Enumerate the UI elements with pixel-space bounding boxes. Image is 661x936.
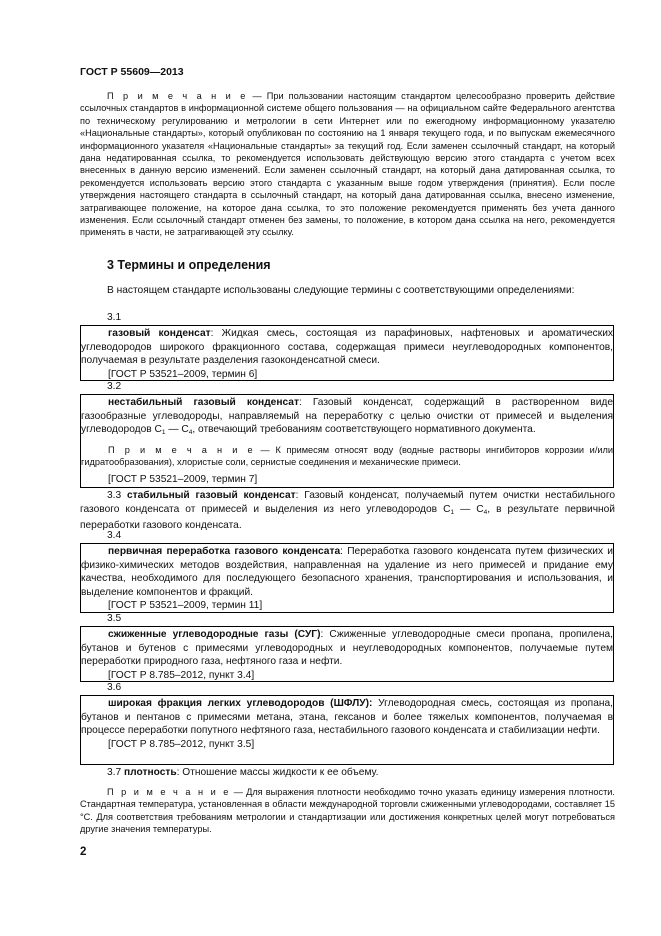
term-definition (81, 628, 613, 669)
document-header: ГОСТ Р 55609—2013 (80, 66, 184, 78)
term-source: [ГОСТ Р 53521–2009, термин 11] (108, 600, 263, 612)
term-box-3-2 (80, 394, 614, 488)
section-title: 3 Термины и определения (107, 258, 271, 272)
term-name: стабильный газовый конденсат (126, 490, 296, 501)
term-number-3-1: 3.1 (107, 312, 122, 323)
term-number-3-2: 3.2 (107, 381, 122, 392)
term-name: широкая фракция легких углеводородов (ШФЛУ): (108, 698, 373, 709)
term-def: : Переработка газового конденсата путем физических и физико-химических методов воздействия, направленная на удаление из него примесей и придание ему качества, необходимого для последующего безопасного хранения, транспортирования и использования, и выделение компонентов и фракций. (81, 546, 613, 598)
section-intro: В настоящем стандарте использованы следующие термины с соответствующими определениями: (107, 285, 575, 296)
term-def-b: , в результате первичной переработки газового конденсата. (80, 503, 615, 532)
term-box-3-4 (80, 543, 614, 613)
subscript: 1 (161, 429, 166, 437)
term-name: газовый конденсат (108, 328, 211, 339)
term-source: [ГОСТ Р 8.785–2012, пункт 3.5] (108, 738, 255, 750)
dash: — С (165, 424, 189, 436)
term-def-a: : Газовый конденсат, содержащий в растворенном виде газообразные углеводороды, направляемый на переработку с целью очистки от примесей и выделения углеводородов С (81, 397, 613, 436)
term-box-3-1 (80, 325, 614, 381)
term-def: : Отношение массы жидкости к ее объему. (176, 767, 379, 778)
term-note (81, 444, 613, 469)
term-number: 3.3 (107, 490, 122, 501)
term-name: нестабильный газовый конденсат (108, 397, 299, 408)
term-source: [ГОСТ Р 53521–2009, термин 7] (108, 473, 258, 485)
term-number-3-5: 3.5 (107, 613, 122, 624)
term-def-a: : Газовый конденсат, получаемый путем очистки нестабильного газового конденсата от примесей и выделения из него углеводородов С (80, 490, 615, 515)
term-number: 3.7 (107, 767, 122, 778)
term-name: первичная переработка газового конденсата (108, 546, 341, 557)
term-definition (81, 396, 613, 440)
term-def: : Жидкая смесь, состоящая из парафиновых, нафтеновых и ароматических углеводородов широкого фракционного состава, содержащая примеси неуглеводородных компонентов, получаемая в результате разделения газоконденсатной смеси. (81, 328, 613, 367)
term-name: сжиженные углеводородные газы (СУГ) (108, 629, 321, 640)
note-label: П р и м е ч а н и е (108, 444, 255, 455)
note-text: — При пользовании настоящим стандартом целесообразно проверить действие ссылочных стандартов в информационной системе общего пользования — на официальном сайте Федерального агентства по техническому регулированию и метрологии в сети Интернет или по ежегодному информационному указателю «Национальные стандарты», который опубликован по состоянию на 1 января текущего года, и по выпускам ежемесячного информационного указателя «Национальные стандарты» за текущий год. Если заменен ссылочный стандарт, на который дана недатированная ссылка, то рекомендуется использовать действующую версию этого стандарта с учетом всех внесенных в данную версию изменений. Если заменен ссылочный стандарт, на который дана датированная ссылка, то рекомендуется использовать версию этого стандарта с указанным выше годом утверждения (принятия). Если после утверждения настоящего стандарта в ссылочный стандарт, на который дана датированная ссылка, внесено изменение, затрагивающее положение, на которое дана ссылка, то это положение рекомендуется применять без учета данного изменения. Если ссылочный стандарт отменен без замены, то положение, в котором дана ссылка на него, рекомендуется применять в части, не затрагивающей эту ссылку. (80, 91, 615, 238)
note-text: — К примесям относят воду (водные растворы ингибиторов коррозии и/или гидратообразования), хлористые соли, сернистые соединения и механические примеси. (81, 444, 613, 468)
term-definition (81, 697, 613, 738)
term-def: : Сжиженные углеводородные смеси пропана, пропилена, бутанов и бутенов с примесями углеводородных и неуглеводородных компонентов, получаемые путем переработки природного газа, нефтяного газа и нефти. (81, 629, 613, 668)
term-paragraph-3-7 (80, 766, 615, 780)
term-source: [ГОСТ Р 8.785–2012, пункт 3.4] (108, 669, 255, 681)
dash: — С (454, 503, 484, 515)
term-definition (81, 545, 613, 599)
term-number-3-6: 3.6 (107, 682, 122, 693)
note-label: П р и м е ч а н и е (107, 787, 231, 797)
term-box-3-5 (80, 626, 614, 682)
page-number: 2 (80, 846, 87, 858)
term-paragraph-3-3 (80, 489, 615, 533)
term-def: Углеводородная смесь, состоящая из пропана, бутанов и пентанов с примесями метана, этана, гексанов и более тяжелых компонентов, получаемая в процессе переработки попутного нефтяного газа, нестабильного газового конденсата и стабилизации нефти. (81, 698, 613, 737)
subscript: 4 (483, 508, 488, 516)
term-definition (81, 327, 613, 368)
note-label: П р и м е ч а н и е (107, 91, 248, 101)
term-source: [ГОСТ Р 53521–2009, термин 6] (108, 368, 258, 380)
subscript: 1 (450, 508, 455, 516)
reference-note (80, 90, 615, 239)
note-text: — Для выражения плотности необходимо точно указать единицу измерения плотности. Стандартная температура, установленная в области международной торговли сжиженными углеводородами, составляет 15 °С. Для соответствия требованиям метрологии и стандартизации или достижения конкретных целей могут потребоваться другие значения температуры. (80, 787, 615, 835)
term-def-b: , отвечающий требованиям соответствующего нормативного документа. (192, 424, 536, 436)
subscript: 4 (188, 429, 193, 437)
density-note (80, 786, 615, 836)
term-box-3-6 (80, 695, 614, 765)
term-number-3-4: 3.4 (107, 530, 122, 541)
term-name: плотность (124, 767, 177, 778)
